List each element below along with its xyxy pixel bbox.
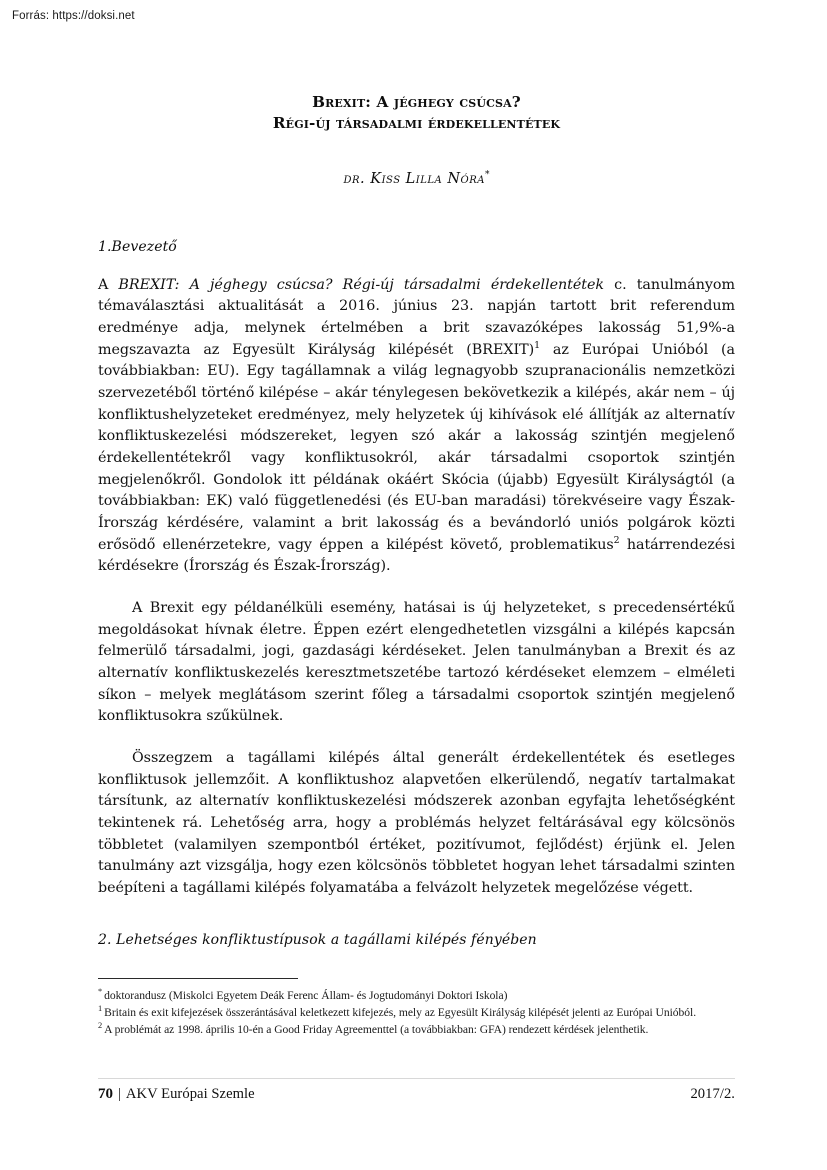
footnote-separator-rule (98, 978, 298, 979)
par1-part-d: határrendezési kérdésekre (Írország és Észak-Írország). (98, 536, 735, 575)
page-footer (98, 1078, 735, 1103)
paragraph-1 (98, 275, 735, 578)
footnote-marker: * (98, 987, 103, 997)
footer-left-group (98, 1086, 255, 1103)
title-block (98, 92, 735, 134)
author-byline (98, 170, 735, 187)
footnote-ref-2: 2 (613, 534, 620, 546)
footnote-text: Britain és exit kifejezések összerántásával keletkezett kifejezés, mely az Egyesült Királyság kilépését jelenti az Európai Unióból. (104, 1005, 697, 1019)
paragraph-2: A Brexit egy példanélküli esemény, hatásai is új helyzeteket, s precedensértékű megoldásokat hívnak életre. Éppen ezért elengedhetetlen vizsgálni a kilépés kapcsán felmerülő társadalmi, jogi, gazdasági kérdéseket. Jelen tanulmányban a Brexit és az alternatív konfliktuskezelés keresztmetszetébe tartozó kérdéseket elemzem – elméleti síkon – melyek meglátásom szerint főleg a társadalmi csoportok szintjén megjelenő konfliktusokra szűkülnek. (98, 599, 735, 725)
document-content (98, 0, 735, 948)
footnote-text: doktorandusz (Miskolci Egyetem Deák Ferenc Állam- és Jogtudományi Doktori Iskola) (104, 989, 508, 1002)
author-name: dr. Kiss Lilla Nóra (343, 170, 485, 187)
footnote-area (98, 978, 735, 1039)
footnote-1 (98, 1005, 735, 1021)
footnote-asterisk (98, 988, 735, 1004)
section-heading-1: 1.Bevezető (98, 238, 177, 255)
footer-divider: | (118, 1086, 121, 1102)
section-heading-2: 2. Lehetséges konfliktustípusok a tagállami kilépés fényében (98, 932, 537, 949)
par1-part-c: az Európai Unióból (a továbbiakban: EU). Egy tagállamnak a világ legnagyobb szupranacionális nemzetközi szervezetéből történő kilépése – akár ténylegesen bekövetkezik a kilépés, akár nem – új konfliktushelyzeteket eredményez, mely helyzetek új kihívások elé állítják az alternatív konfliktuskezelési módszereket, legyen szó akár a lakosság szintjén megjelenő érdekellentétekről vagy konfliktusokról, akár társadalmi csoportok szintjén megjelenőkről. Gondolok itt példának okáért Skócia (újabb) Egyesült Királyságtól (a továbbiakban: EK) való függetlenedési (és EU-ban maradási) törekvéseire vagy Észak-Írország kérdésére, valamint a brit lakosság és a bevándorló uniós polgárok közti erősödő ellenérzetekre, vagy éppen a kilépést követő, problematikus (98, 341, 736, 553)
source-watermark: Forrás: https://doksi.net (12, 10, 135, 22)
footnote-text: A problémát az 1998. április 10-én a Good Friday Agreementtel (a továbbiakban: GFA) rendezett kérdések jelenthetik. (104, 1022, 649, 1036)
paragraph-3: Összegzem a tagállami kilépés által generált érdekellentétek és esetleges konfliktusok jellemzőit. A konfliktushoz alapvetően elkerülendő, negatív tartalmakat társítunk, az alternatív konfliktuskezelési módszerek azonban egyfajta lehetőségként tekintenek rá. Lehetőség arra, hogy a problémás helyzet feltárásával egy kölcsönös többletet (valamilyen szempontból értéket, pozitívumot, fejlődést) érjünk el. Jelen tanulmány azt vizsgálja, hogy ezen kölcsönös többletet hogyan lehet társadalmi szinten beépíteni a tagállami kilépés folyamatába a felvázolt helyzetek megelőzése végett. (98, 749, 735, 896)
journal-name: AKV Európai Szemle (125, 1086, 255, 1102)
footnote-2 (98, 1022, 735, 1038)
footnote-marker: 2 (98, 1020, 103, 1030)
page-title-line-1: Brexit: A jéghegy csúcsa? (312, 93, 521, 111)
footnote-marker: 1 (98, 1004, 103, 1014)
par1-part-a: A (98, 276, 119, 293)
page-title-line-2: Régi-új társadalmi érdekellentétek (272, 113, 561, 132)
page-number: 70 (98, 1086, 113, 1102)
issue-number: 2017/2. (690, 1086, 735, 1102)
author-footnote-marker: * (485, 169, 490, 180)
par1-italic-title: BREXIT: A jéghegy csúcsa? Régi-új társadalmi érdekellentétek (118, 276, 604, 293)
footnote-ref-1: 1 (534, 339, 541, 351)
par1-part-b: c. tanulmányom témaválasztási aktualitását a 2016. június 23. napján tartott brit referendum eredménye adja, melynek értelmében a brit szavazóképes lakosság 51,9%-a megszavazta az Egyesült Királyság kilépését (BREXIT) (98, 276, 735, 358)
